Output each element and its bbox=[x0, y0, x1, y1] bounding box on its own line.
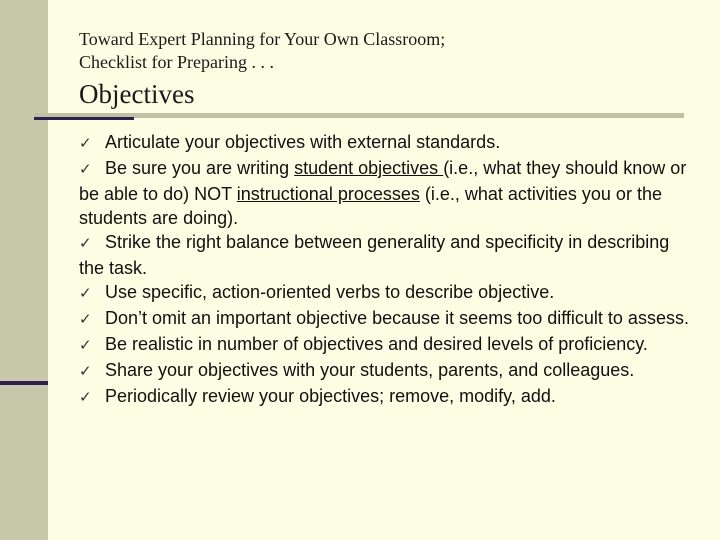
item-text: Don’t omit an important objective because it seems too difficult to assess. bbox=[105, 308, 689, 328]
item-text: Share your objectives with your students, parents, and colleagues. bbox=[105, 360, 635, 380]
side-accent-line bbox=[0, 381, 48, 385]
item-text-underlined-instructional-processes: instructional processes bbox=[236, 184, 420, 204]
check-icon: ✓ bbox=[79, 161, 92, 178]
checklist bbox=[79, 130, 689, 410]
check-icon: ✓ bbox=[79, 363, 92, 380]
item-text-middle: (i.e., what they should know or be able to do) NOT bbox=[79, 158, 687, 204]
checklist-item bbox=[79, 384, 689, 410]
check-icon: ✓ bbox=[79, 311, 92, 328]
checklist-item bbox=[79, 306, 689, 332]
check-icon: ✓ bbox=[79, 389, 92, 406]
subtitle-line-1: Toward Expert Planning for Your Own Classroom; bbox=[79, 29, 446, 49]
page-title: Objectives bbox=[79, 79, 195, 109]
check-icon: ✓ bbox=[79, 135, 92, 152]
item-text: Articulate your objectives with external standards. bbox=[105, 132, 501, 152]
item-text: Use specific, action-oriented verbs to describe objective. bbox=[105, 282, 555, 302]
checklist-item bbox=[79, 230, 689, 280]
item-text: Strike the right balance between generality and specificity in describing the task. bbox=[79, 232, 670, 278]
item-text: Periodically review your objectives; remove, modify, add. bbox=[105, 386, 556, 406]
subtitle-line-2: Checklist for Preparing . . . bbox=[79, 52, 274, 72]
checklist-item bbox=[79, 358, 689, 384]
check-icon: ✓ bbox=[79, 235, 92, 252]
item-text-before: Be sure you are writing bbox=[105, 158, 295, 178]
item-text-underlined-student-objectives: student objectives bbox=[294, 158, 444, 178]
item-text: Be realistic in number of objectives and desired levels of proficiency. bbox=[105, 334, 648, 354]
checklist-item bbox=[79, 130, 689, 156]
checklist-item bbox=[79, 156, 689, 230]
checklist-item bbox=[79, 280, 689, 306]
check-icon: ✓ bbox=[79, 337, 92, 354]
item-text-after: (i.e., what activities you or the students are doing). bbox=[79, 184, 662, 228]
checklist-item bbox=[79, 332, 689, 358]
title-divider-accent bbox=[34, 117, 134, 120]
check-icon: ✓ bbox=[79, 285, 92, 302]
side-bar bbox=[0, 0, 48, 540]
title-block bbox=[79, 28, 445, 111]
